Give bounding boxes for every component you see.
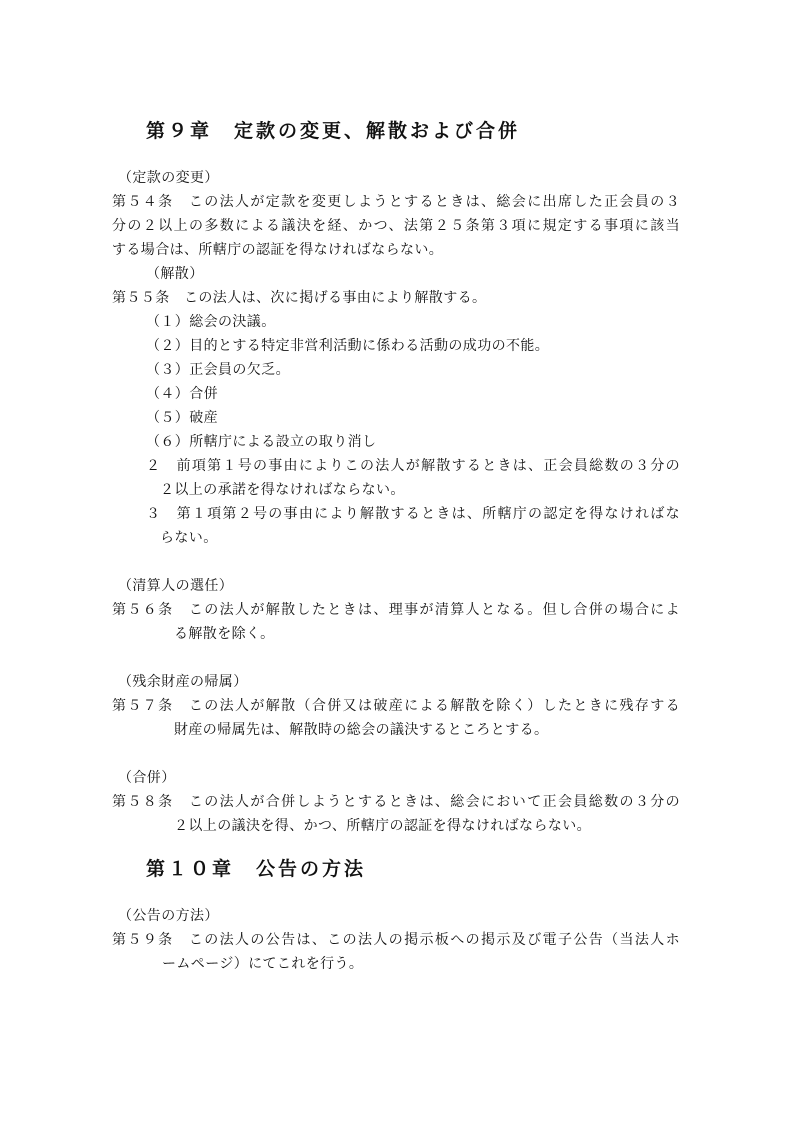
- article-55-para-2-line-2: ２以上の承諾を得なければならない。: [160, 482, 405, 498]
- article-58-line-2: ２以上の議決を得、かつ、所轄庁の認証を得なければならない。: [174, 818, 592, 834]
- article-59-line-2: ームページ）にてこれを行う。: [162, 956, 364, 972]
- article-54-line-3: する場合は、所轄庁の認証を得なければならない。: [112, 242, 444, 258]
- article-57-line-1: 第５７条 この法人が解散（合併又は破産による解散を除く）したときに残存する: [112, 698, 680, 714]
- article-55-item-2: （２）目的とする特定非営利活動に係わる活動の成功の不能。: [146, 338, 550, 354]
- article-54-line-2: 分の２以上の多数による議決を経、かつ、法第２５条第３項に規定する事項に該当: [112, 218, 680, 234]
- article-55-item-3: （３）正会員の欠乏。: [146, 362, 290, 378]
- chapter-10-title: 第１０章 公告の方法: [146, 858, 367, 880]
- article-58-line-1: 第５８条 この法人が合併しようとするときは、総会において正会員総数の３分の: [112, 794, 680, 810]
- article-55-line-1: 第５５条 この法人は、次に掲げる事由により解散する。: [112, 290, 487, 306]
- article-54-heading: （定款の変更）: [118, 170, 219, 186]
- article-59-heading: （公告の方法）: [118, 908, 219, 924]
- article-59-line-1: 第５９条 この法人の公告は、この法人の掲示板への掲示及び電子公告（当法人ホ: [112, 932, 680, 948]
- article-58-heading: （合併）: [118, 770, 176, 786]
- article-56-line-1: 第５６条 この法人が解散したときは、理事が清算人となる。但し合併の場合によ: [112, 602, 680, 618]
- article-55-item-6: （６）所轄庁による設立の取り消し: [146, 434, 377, 450]
- article-55-para-3-line-2: らない。: [160, 530, 218, 546]
- article-55-item-5: （５）破産: [146, 410, 218, 426]
- article-55-heading: （解散）: [146, 266, 204, 282]
- article-55-item-4: （４）合併: [146, 386, 218, 402]
- article-57-line-2: 財産の帰属先は、解散時の総会の議決するところとする。: [174, 722, 549, 738]
- article-56-line-2: る解散を除く。: [174, 626, 275, 642]
- article-55-item-1: （１）総会の決議。: [146, 314, 276, 330]
- article-54-line-1: 第５４条 この法人が定款を変更しようとするときは、総会に出席した正会員の３: [112, 194, 680, 210]
- article-55-para-3-line-1: ３ 第１項第２号の事由により解散するときは、所轄庁の認定を得なければな: [146, 506, 680, 522]
- article-57-heading: （残余財産の帰属）: [118, 674, 248, 690]
- article-56-heading: （清算人の選任）: [118, 578, 234, 594]
- chapter-9-title: 第９章 定款の変更、解散および合併: [146, 120, 521, 142]
- article-55-para-2-line-1: ２ 前項第１号の事由によりこの法人が解散するときは、正会員総数の３分の: [146, 458, 680, 474]
